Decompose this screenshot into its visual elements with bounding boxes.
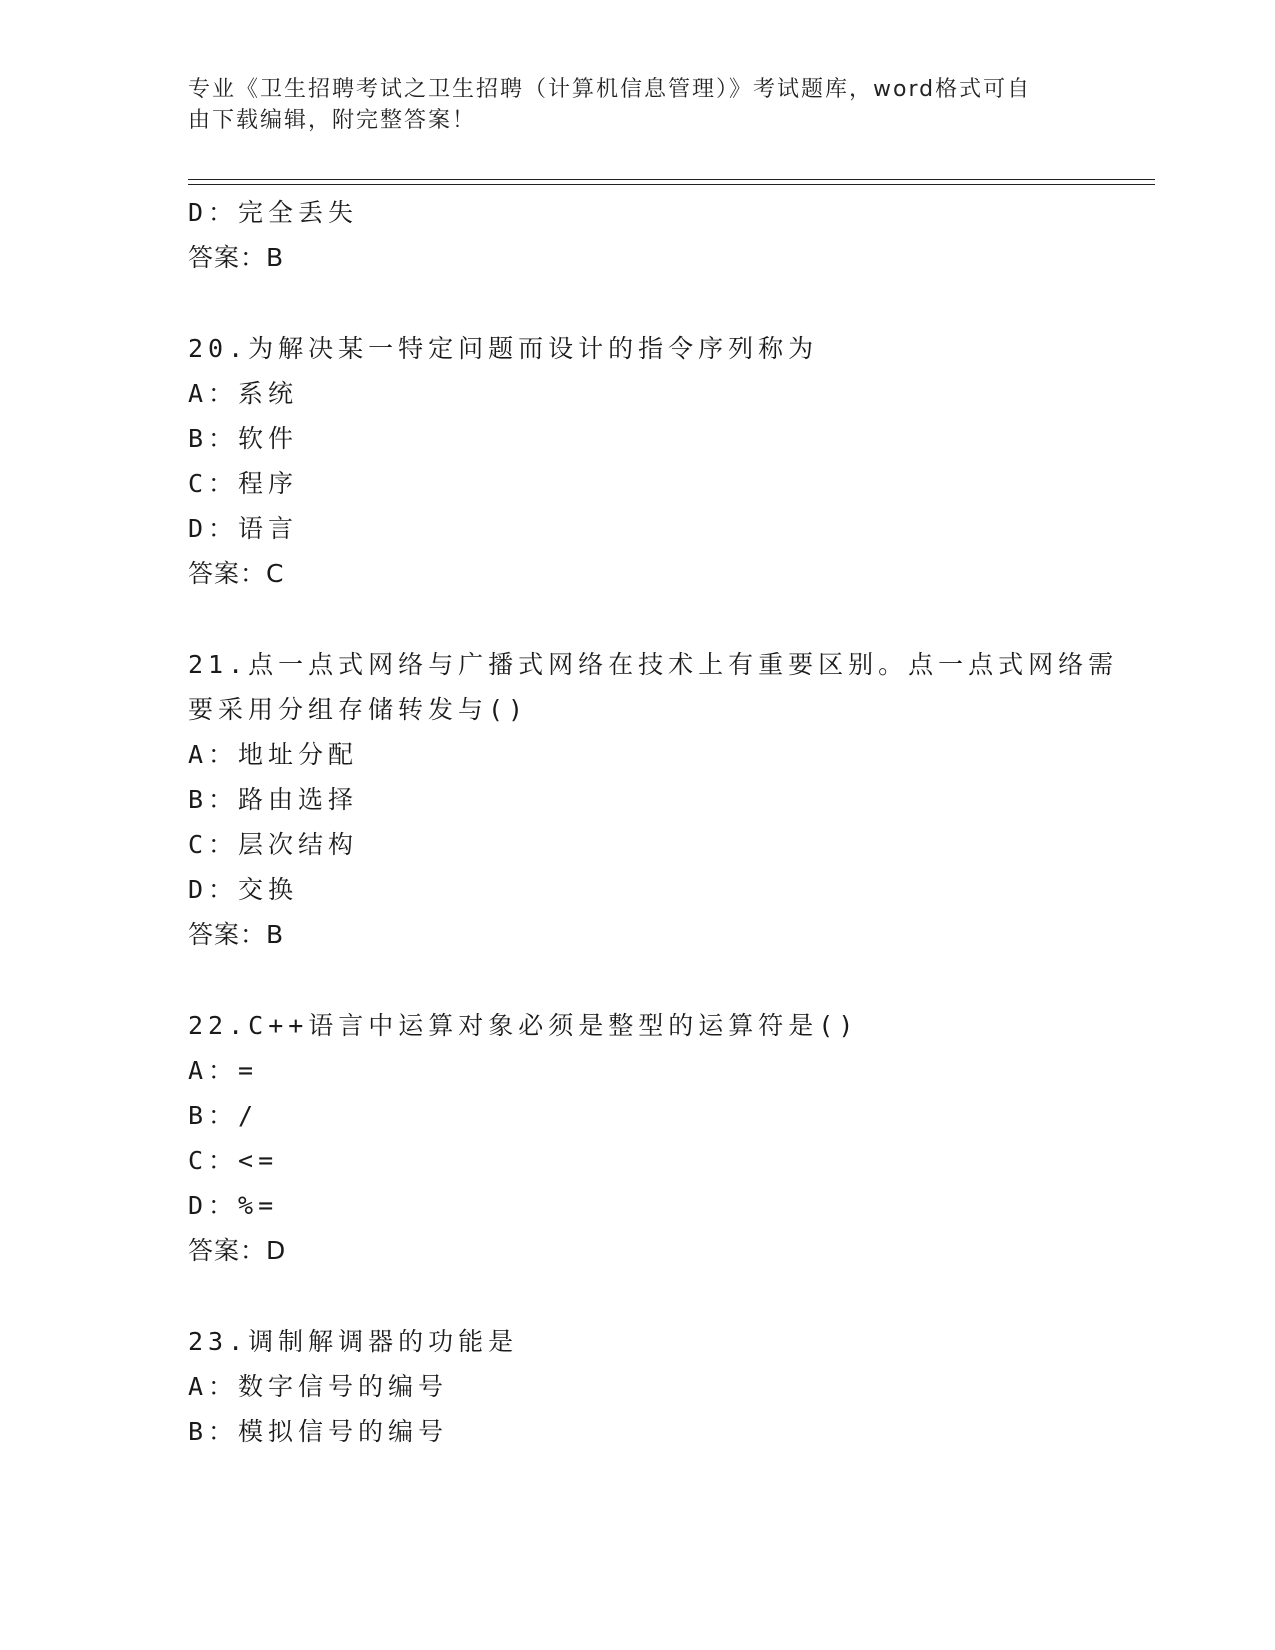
option-a: A：= (188, 1056, 259, 1085)
option-c: C：层次结构 (188, 830, 359, 859)
spacer (188, 957, 1148, 1003)
answer-line: 答案：D (188, 1236, 287, 1265)
option-c: C：<= (188, 1146, 279, 1175)
spacer (188, 1273, 1148, 1319)
option-b: B：/ (188, 1101, 259, 1130)
question-stem: 23.调制解调器的功能是 (188, 1327, 519, 1356)
option-b: B：路由选择 (188, 785, 359, 814)
header-line-2: 由下载编辑，附完整答案！ (188, 108, 477, 133)
option-d: D：%= (188, 1191, 279, 1220)
answer-line: 答案：C (188, 559, 285, 588)
option-b: B：软件 (188, 424, 299, 453)
document-header (188, 74, 1068, 136)
option-c: C：程序 (188, 469, 299, 498)
header-divider-bottom (188, 184, 1155, 185)
option-d: D：语言 (188, 514, 299, 543)
question-stem: 22.C++语言中运算对象必须是整型的运算符是() (188, 1011, 859, 1040)
option-a: A：系统 (188, 379, 299, 408)
answer-line: 答案：B (188, 243, 285, 272)
spacer (188, 596, 1148, 642)
option-a: A：数字信号的编号 (188, 1372, 449, 1401)
spacer (188, 280, 1148, 326)
option-a: A：地址分配 (188, 740, 359, 769)
question-stem: 20.为解决某一特定问题而设计的指令序列称为 (188, 334, 819, 363)
header-divider-top (188, 179, 1155, 180)
question-stem: 21.点一点式网络与广播式网络在技术上有重要区别。点一点式网络需 (188, 650, 1119, 679)
option-b: B：模拟信号的编号 (188, 1417, 449, 1446)
answer-line: 答案：B (188, 920, 285, 949)
option-d: D：交换 (188, 875, 299, 904)
header-line-1: 专业《卫生招聘考试之卫生招聘（计算机信息管理）》考试题库，word格式可自 (188, 77, 1032, 102)
question-stem-continued: 要采用分组存储转发与() (188, 695, 529, 724)
question-list (188, 190, 1148, 1454)
option-d: D：完全丢失 (188, 198, 359, 227)
